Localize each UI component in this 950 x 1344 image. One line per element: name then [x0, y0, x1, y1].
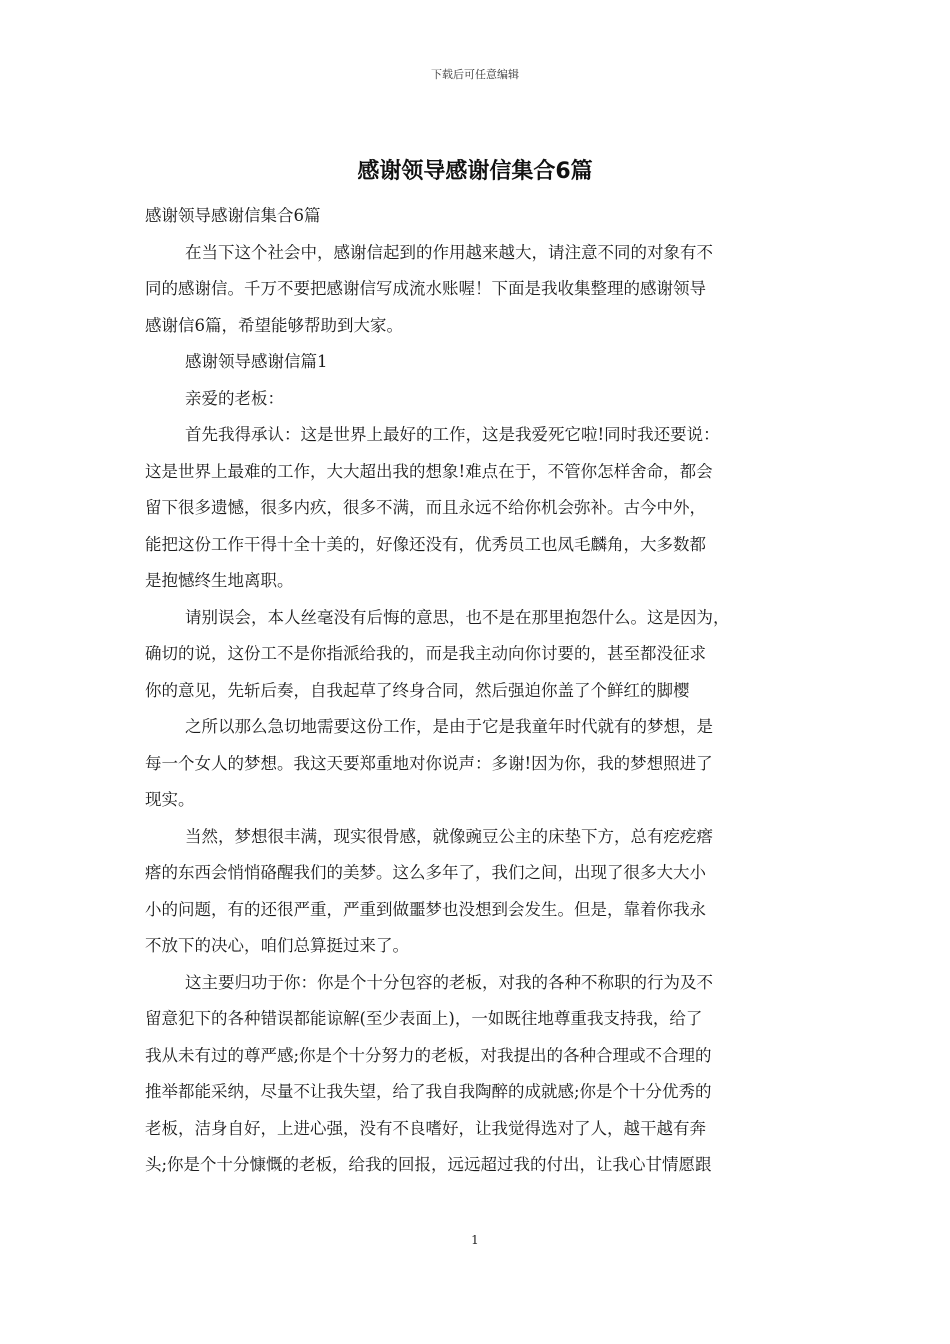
text-line: 这主要归功于你：你是个十分包容的老板，对我的各种不称职的行为及不 — [185, 972, 713, 992]
text-line: 头;你是个十分慷慨的老板，给我的回报，远远超过我的付出，让我心甘情愿跟 — [145, 1155, 712, 1174]
text-line: 在当下这个社会中，感谢信起到的作用越来越大，请注意不同的对象有不 — [185, 242, 713, 262]
text-line: 能把这份工作干得十全十美的，好像还没有，优秀员工也凤毛麟角，大多数都 — [145, 534, 706, 554]
paragraph — [145, 600, 809, 710]
text-line: 我从未有过的尊严感;你是个十分努力的老板，对我提出的各种合理或不合理的 — [145, 1045, 712, 1065]
paragraph — [145, 417, 809, 600]
paragraph — [145, 235, 809, 345]
paragraph — [145, 381, 809, 418]
page-number: 1 — [471, 1233, 479, 1247]
paragraph — [145, 709, 809, 819]
text-line: 是抱憾终生地离职。 — [145, 571, 294, 590]
text-line: 这是世界上最难的工作，大大超出我的想象!难点在于，不管你怎样舍命，都会 — [145, 461, 713, 481]
document-title: 感谢领导感谢信集合6篇 — [357, 159, 593, 184]
text-line: 请别误会，本人丝毫没有后悔的意思，也不是在那里抱怨什么。这是因为， — [185, 607, 730, 627]
paragraph — [145, 344, 809, 381]
text-line: 现实。 — [145, 790, 195, 809]
text-line: 你的意见，先斩后奏，自我起草了终身合同，然后强迫你盖了个鲜红的脚樱 — [145, 680, 690, 700]
text-line: 推举都能采纳，尽量不让我失望，给了我自我陶醉的成就感;你是个十分优秀的 — [145, 1082, 712, 1101]
text-line: 留下很多遗憾，很多内疚，很多不满，而且永远不给你机会弥补。古今中外， — [145, 498, 706, 517]
text-line: 感谢信6篇，希望能够帮助到大家。 — [145, 315, 403, 335]
paragraph — [145, 198, 809, 235]
document-body — [145, 198, 809, 1184]
page-header: 下载后可任意编辑 — [431, 68, 519, 81]
text-line: 首先我得承认：这是世界上最好的工作，这是我爱死它啦!同时我还要说： — [185, 425, 720, 444]
text-line: 确切的说，这份工不是你指派给我的，而是我主动向你讨要的，甚至都没征求 — [145, 644, 706, 663]
text-line: 不放下的决心，咱们总算挺过来了。 — [145, 936, 409, 955]
paragraph — [145, 819, 809, 965]
text-line: 之所以那么急切地需要这份工作，是由于它是我童年时代就有的梦想，是 — [185, 717, 713, 736]
text-line: 感谢领导感谢信集合6篇 — [145, 206, 321, 225]
text-line: 留意犯下的各种错误都能谅解(至少表面上)，一如既往地尊重我支持我，给了 — [145, 1009, 703, 1028]
text-line: 亲爱的老板： — [185, 388, 284, 408]
text-line: 每一个女人的梦想。我这天要郑重地对你说声：多谢!因为你，我的梦想照进了 — [145, 753, 713, 773]
text-line: 同的感谢信。千万不要把感谢信写成流水账喔！下面是我收集整理的感谢领导 — [145, 279, 706, 298]
text-line: 感谢领导感谢信篇1 — [185, 352, 328, 371]
text-line: 瘩的东西会悄悄硌醒我们的美梦。这么多年了，我们之间，出现了很多大大小 — [145, 863, 706, 882]
text-line: 老板，洁身自好，上进心强，没有不良嗜好，让我觉得选对了人，越干越有奔 — [145, 1118, 706, 1138]
text-line: 当然，梦想很丰满，现实很骨感，就像豌豆公主的床垫下方，总有疙疙瘩 — [185, 826, 713, 846]
paragraph — [145, 965, 809, 1184]
text-line: 小的问题，有的还很严重，严重到做噩梦也没想到会发生。但是，靠着你我永 — [145, 899, 706, 919]
